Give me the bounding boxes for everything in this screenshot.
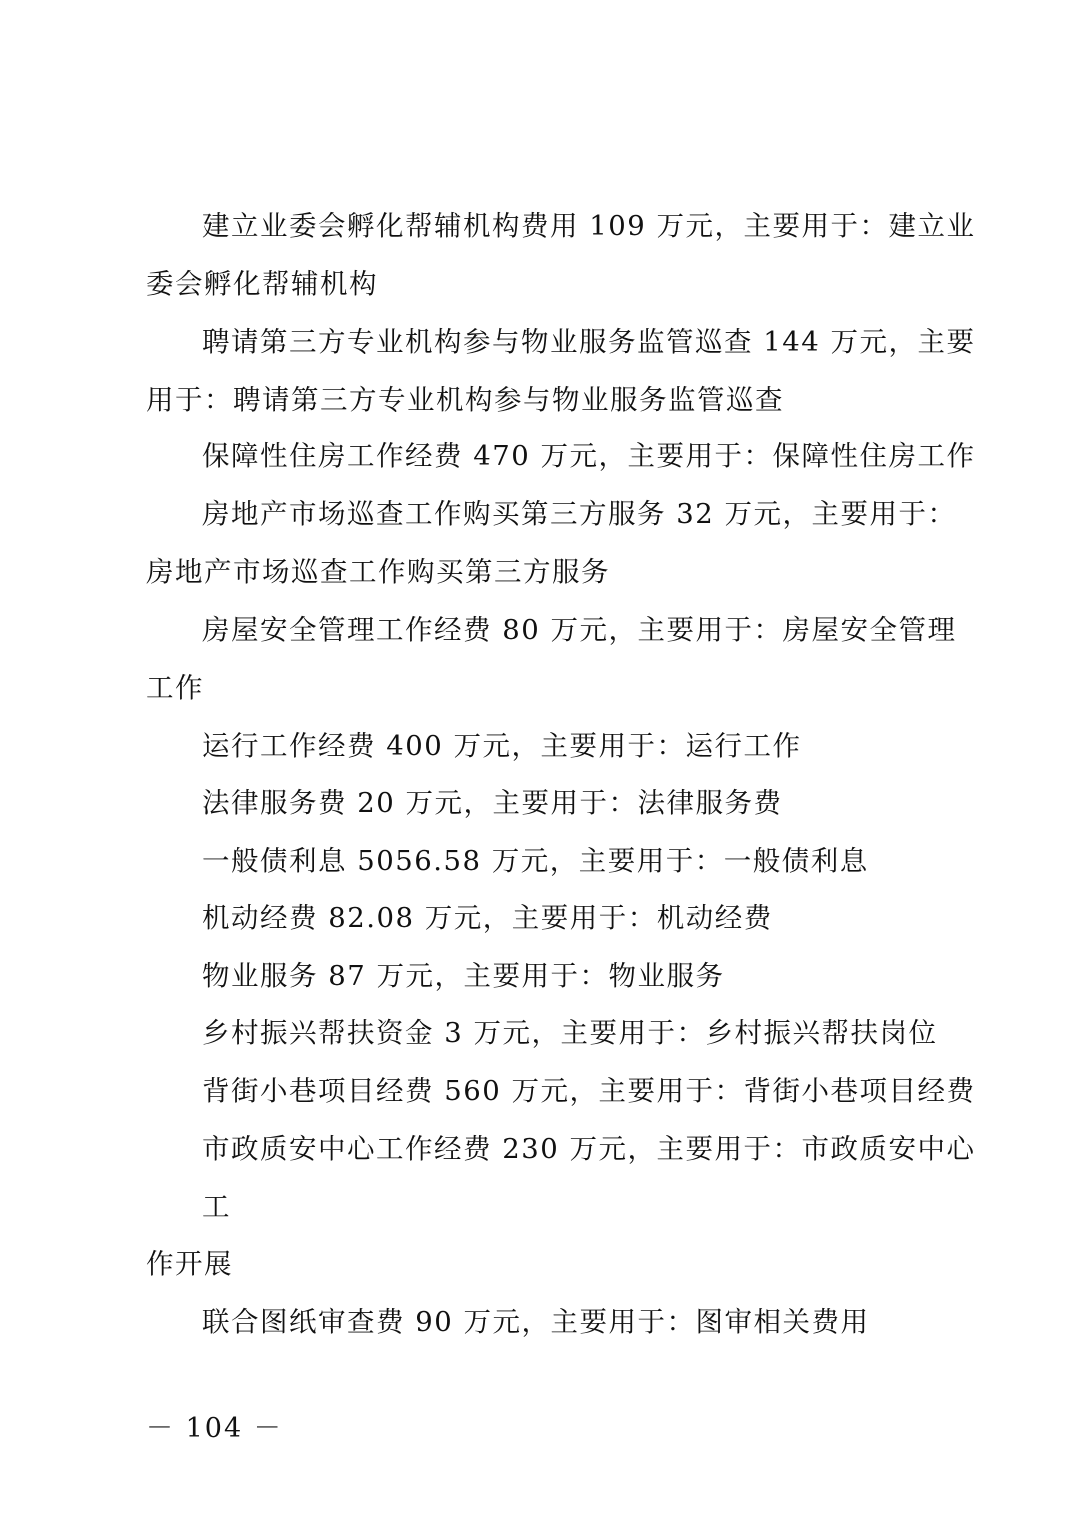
paragraph-line: 建立业委会孵化帮辅机构费用 109 万元，主要用于：建立业 — [202, 210, 976, 242]
paragraph-line: 法律服务费 20 万元，主要用于：法律服务费 — [202, 787, 783, 819]
paragraph-line: 房地产市场巡查工作购买第三方服务 — [146, 556, 610, 588]
paragraph-line: 聘请第三方专业机构参与物业服务监管巡查 144 万元，主要 — [202, 326, 976, 358]
paragraph-line: 联合图纸审查费 90 万元，主要用于：图审相关费用 — [202, 1306, 870, 1338]
paragraph-line: 房屋安全管理工作经费 80 万元，主要用于：房屋安全管理 — [202, 614, 957, 646]
paragraph-line: 作开展 — [146, 1248, 233, 1280]
paragraph-line: 背街小巷项目经费 560 万元，主要用于：背街小巷项目经费 — [202, 1075, 976, 1107]
paragraph-line: 乡村振兴帮扶资金 3 万元，主要用于：乡村振兴帮扶岗位 — [202, 1017, 938, 1049]
paragraph-line: 委会孵化帮辅机构 — [146, 268, 378, 300]
paragraph-line: 工 — [202, 1191, 231, 1223]
paragraph-line: 工作 — [146, 672, 204, 704]
paragraph-line: 物业服务 87 万元，主要用于：物业服务 — [202, 960, 725, 992]
paragraph-line: 一般债利息 5056.58 万元，主要用于：一般债利息 — [202, 845, 869, 877]
paragraph-line: 机动经费 82.08 万元，主要用于：机动经费 — [202, 902, 773, 934]
paragraph-line: 房地产市场巡查工作购买第三方服务 32 万元，主要用于： — [202, 498, 957, 530]
paragraph-line: 市政质安中心工作经费 230 万元，主要用于：市政质安中心 — [202, 1133, 976, 1165]
paragraph-line: 用于：聘请第三方专业机构参与物业服务监管巡查 — [146, 384, 784, 416]
paragraph-line: 运行工作经费 400 万元，主要用于：运行工作 — [202, 730, 802, 762]
page-number: － 104 － — [146, 1413, 283, 1444]
paragraph-line: 保障性住房工作经费 470 万元，主要用于：保障性住房工作 — [202, 440, 976, 472]
